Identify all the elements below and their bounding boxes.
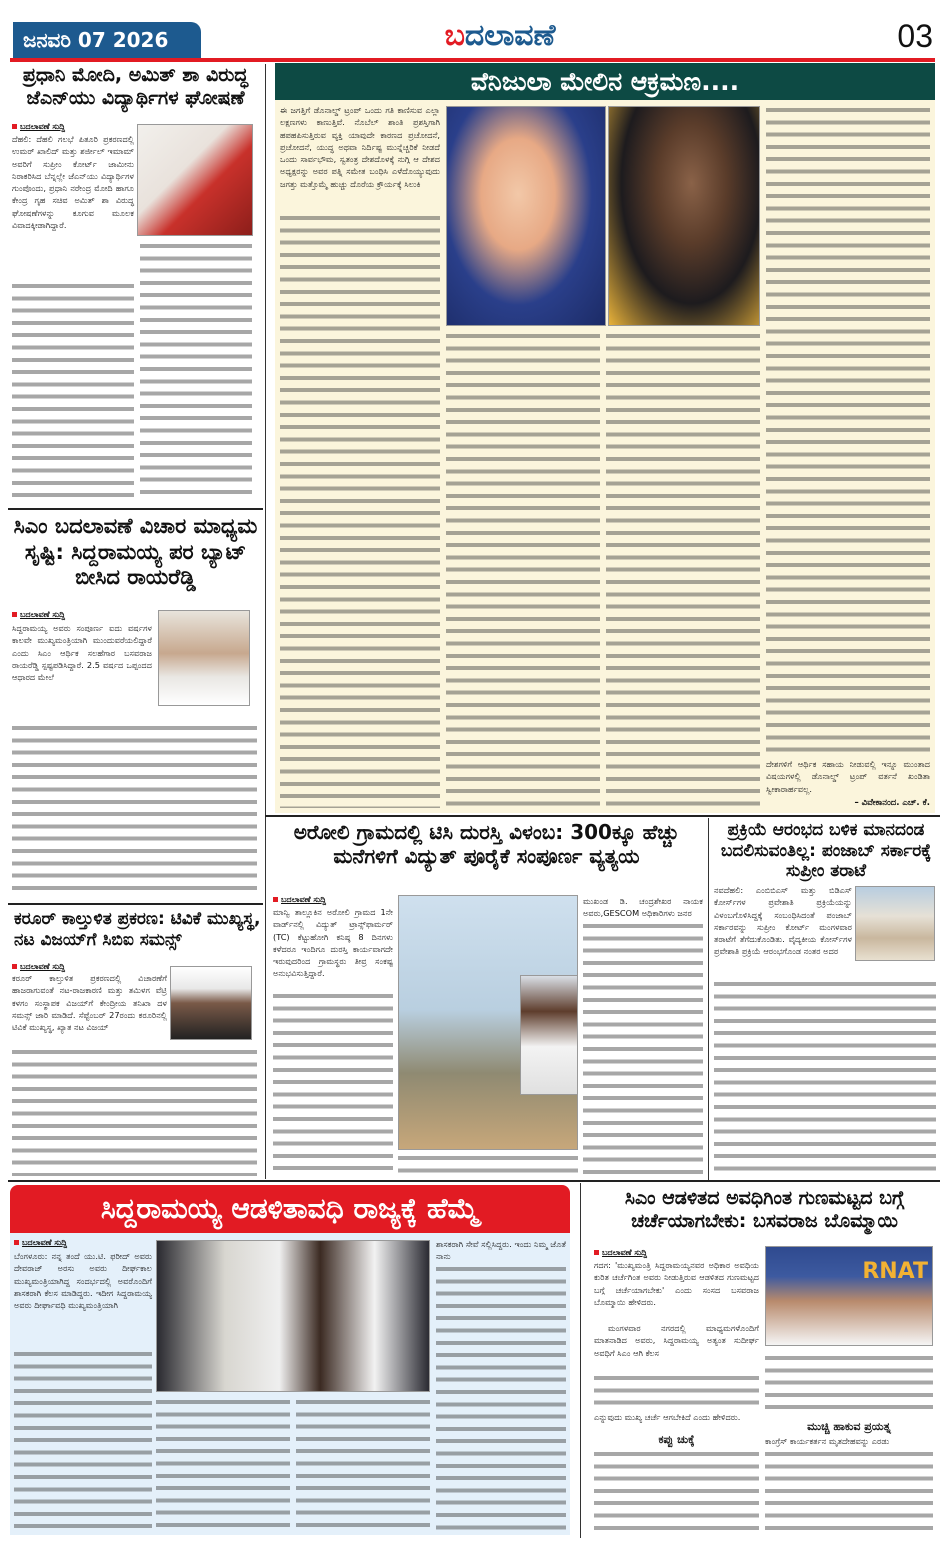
rayareddy-photo [158,610,250,706]
protester-photo [137,124,253,236]
article-text-continued [140,240,252,502]
subheading: ಕಪ್ಪು ಚುಕ್ಕೆ [658,1433,695,1446]
trump-photo [446,106,606,326]
byline: ಬದಲಾವಣೆ ಸುದ್ದಿ [594,1248,647,1258]
byline: ಬದಲಾವಣೆ ಸುದ್ದಿ [12,122,65,132]
vijay-photo [170,966,252,1040]
article-text: ಶಾಸಕರಾಗಿ ಸೇವೆ ಸಲ್ಲಿಸಿದ್ದರು. ಇಂದು ನಿಮ್ಮ ಜೊತೆ ನಾನು [436,1239,566,1262]
article-text: ಕಾಂಗ್ರೆಸ್ ಕಾರ್ಯಕರ್ತನ ಮೃತದೇಹವನ್ನು ಎರಡು [765,1436,890,1446]
article-text-continued [12,280,134,502]
article-text-continued [606,330,760,808]
article-text-continued [156,1396,290,1530]
article-text-continued [436,1263,566,1530]
article-text-continued [766,104,930,754]
divider [8,508,263,510]
headline-karur: ಕರೂರ್ ಕಾಲ್ತುಳಿತ ಪ್ರಕರಣ: ಟಿವಿಕೆ ಮುಖ್ಯಸ್ಥ, ನಟ ವಿಜಯ್‌ಗೆ ಸಿಬಿಐ ಸಮನ್ಸ್ [14,909,261,950]
subheading: ಮುಚ್ಚಿ ಹಾಕುವ ಪ್ರಯತ್ನ [807,1420,891,1433]
article-text-continued [14,1348,152,1530]
divider [8,1180,940,1182]
byline: ಬದಲಾವಣೆ ಸುದ್ದಿ [12,962,65,972]
article-text: ಎನ್ನುವುದು ಮುಖ್ಯ ಚರ್ಚೆ ಆಗಬೇಕಿದೆ ಎಂದು ಹೇಳಿದರು. [594,1412,741,1422]
article-text: ಮುಖಂಡ ಡಿ. ಚಂದ್ರಶೇಖರ ನಾಯಕ ಅವರು,GESCOM ಅಧಿಕಾರಿಗಳು ಜನರ [583,896,703,919]
person-photo [520,975,578,1095]
headline-cm-change: ಸಿಎಂ ಬದಲಾವಣೆ ವಿಚಾರ ಮಾಧ್ಯಮ ಸೃಷ್ಟಿ: ಸಿದ್ದರಾಮಯ್ಯ ಪರ ಬ್ಯಾಟ್ ಬೀಸಿದ ರಾಯರೆಡ್ಡಿ [13,514,258,590]
article-text: ಸಿದ್ದರಾಮಯ್ಯ ಅವರು ಸಂಪೂರ್ಣ ಐದು ವರ್ಷಗಳ ಕಾಲವೇ ಮುಖ್ಯಮಂತ್ರಿಯಾಗಿ ಮುಂದುವರೆಯಲಿದ್ದಾರೆ ಎಂದು ಸಿಎಂ ಆರ್ಥಿಕ ಸಲಹೆಗಾರ ಬಸವರಾಜ ರಾಯರೆಡ್ಡಿ ಸ್ಪಷ್ಟಪಡಿಸಿದ್ದಾರೆ. 2.5 ವರ್ಷದ ಒಪ್ಪಂದದ ಆಧಾರದ ಮೇಲೆ [12,623,152,683]
article-text-continued [12,1046,257,1176]
divider [265,815,940,817]
bommai-photo: RNAT [765,1246,933,1346]
article-text-continued [765,1448,933,1532]
page-number: 03 [897,18,933,54]
article-text-continued [12,722,257,898]
article-text: ನವದೆಹಲಿ: ಎಂಬಿಬಿಎಸ್ ಮತ್ತು ಬಿಡಿಎಸ್ ಕೋರ್ಸ್‌ಗಳ ಪ್ರವೇಶಾತಿ ಪ್ರಕ್ರಿಯೆಯನ್ನು ವಿಳಂಬಗೊಳಿಸಿದ್ದಕ್ಕೆ ಸಂಬಂಧಿಸಿದಂತೆ ಪಂಜಾಬ್ ಸರ್ಕಾರವನ್ನು ಸುಪ್ರೀಂ ಕೋರ್ಟ್ ಮಂಗಳವಾರ ತರಾಟೆಗೆ ತೆಗೆದುಕೊಂಡಿತು. ವೈದ್ಯಕೀಯ ಕೋರ್ಸ್‌ಗಳ ಪ್ರವೇಶಾತಿ ಪ್ರಕ್ರಿಯೆ ಆರಂಭಗೊಂಡ ನಂತರ ಅದರ [714,885,852,957]
article-text: ಈ ಜಗತ್ತಿಗೆ ಡೊನಾಲ್ಡ್ ಟ್ರಂಪ್ ಒಂದು ಗತಿ ಕಾಣಿಸುವ ಎಲ್ಲಾ ಲಕ್ಷಣಗಳು ಕಾಣುತ್ತಿವೆ. ನೊಬೆಲ್ ಶಾಂತಿ ಪ್ರಶಸ್ತಿಗಾಗಿ ಹಪಹಪಿಸುತ್ತಿರುವ ವ್ಯಕ್ತಿ ಯಾವುದೇ ಕಾರಣದ ಪ್ರಚೋದನೆ, ಪ್ರಚೋದನೆ, ಯುದ್ಧ ಅಥವಾ ನಿರ್ದಿಷ್ಟ ಮುನ್ನೆಚ್ಚರಿಕೆ ನೀಡದೆ ಒಂದು ಸಾರ್ವಭೌಮ, ಸ್ವತಂತ್ರ ದೇಶದೊಳಕ್ಕೆ ನುಗ್ಗಿ ಆ ದೇಶದ ಅಧ್ಯಕ್ಷರನ್ನು ಅವರ ಪತ್ನಿ ಸಮೇತ ಬಂಧಿಸಿ ಎಳೆದೊಯ್ಯುವುದು ಜಗತ್ತು ಮತ್ತೊಮ್ಮೆ ಹುಚ್ಚು ದೊರೆಯ ಕ್ರೌರ್ಯಕ್ಕೆ ಸಿಲುಕಿ [280,105,440,189]
article-text: ಮಾನ್ವಿ ತಾಲ್ಲೂಕಿನ ಅರೋಲಿ ಗ್ರಾಮದ 1ನೇ ವಾರ್ಡ್‌ನಲ್ಲಿ ವಿದ್ಯುತ್ ಟ್ರಾನ್ಸ್‌ಫಾರ್ಮರ್ (TC) ಕೆಟ್ಟುಹೋಗಿ ಕನಿಷ್ಠ 8 ದಿನಗಳು ಕಳೆದರೂ ಇಂದಿಗೂ ದುರಸ್ತಿ ಕಾರ್ಯವಾಗದೇ ಇರುವುದರಿಂದ ಗ್ರಾಮಸ್ಥರು ತೀವ್ರ ಸಂಕಷ್ಟ ಅನುಭವಿಸುತ್ತಿದ್ದಾರೆ. [273,907,393,979]
byline: ಬದಲಾವಣೆ ಸುದ್ದಿ [14,1238,67,1248]
column-divider [708,818,709,1180]
article-text-continued [594,1448,759,1532]
siddaramaiah-event-photo [156,1240,430,1392]
headline-punjab: ಪ್ರಕ್ರಿಯೆ ಆರಂಭದ ಬಳಿಕ ಮಾನದಂಡ ಬದಲಿಸುವಂತಿಲ್ಲ: ಪಂಜಾಬ್ ಸರ್ಕಾರಕ್ಕೆ ಸುಪ್ರೀಂ ತರಾಟೆ [720,820,932,882]
byline: ಬದಲಾವಣೆ ಸುದ್ದಿ [273,895,326,905]
author: – ವಿವೇಕಾನಂದ. ಎಚ್. ಕೆ. [854,798,930,808]
article-text: ಕರೂರ್ ಕಾಲ್ತುಳಿತ ಪ್ರಕರಣದಲ್ಲಿ ವಿಚಾರಣೆಗೆ ಹಾಜರಾಗುವಂತೆ ನಟ-ರಾಜಕಾರಣಿ ಮತ್ತು ತಮಿಳಗ ವೆಟ್ರಿ ಕಳಗಂ ಸಂಸ್ಥಾಪಕ ವಿಜಯ್‌ಗೆ ಕೇಂದ್ರೀಯ ತನಿಖಾ ದಳ ಸಮನ್ಸ್ ಜಾರಿ ಮಾಡಿದೆ. ಸೆಪ್ಟೆಂಬರ್ 27ರಂದು ಕರೂರಿನಲ್ಲಿ ಟಿವಿಕೆ ಮುಖ್ಯಸ್ಥ, ಖ್ಯಾತ ನಟ ವಿಜಯ್ [12,973,167,1033]
article-text-continued [398,1152,578,1176]
byline: ಬದಲಾವಣೆ ಸುದ್ದಿ [12,610,65,620]
article-text: ಗದಗ: 'ಮುಖ್ಯಮಂತ್ರಿ ಸಿದ್ದರಾಮಯ್ಯನವರ ಅಧಿಕಾರ ಅವಧಿಯ ಕುರಿತ ಚರ್ಚೆಗಿಂತ ಅವರು ನೀಡುತ್ತಿರುವ ಆಡಳಿತದ ಗುಣಮಟ್ಟದ ಬಗ್ಗೆ ಚರ್ಚೆಯಾಗಬೇಕು' ಎಂದು ಸಂಸದ ಬಸವರಾಜ ಬೊಮ್ಮಾಯಿ ಹೇಳಿದರು. [594,1260,759,1307]
article-text: ಮಂಗಳವಾರ ನಗರದಲ್ಲಿ ಮಾಧ್ಯಮಗಳೊಂದಿಗೆ ಮಾತನಾಡಿದ ಅವರು, ಸಿದ್ದರಾಮಯ್ಯ ಅತ್ಯಂತ ಸುದೀರ್ಘ ಅವಧಿಗೆ ಸಿಎಂ ಆಗಿ ಕೆಲಸ [594,1323,759,1358]
article-text-continued [273,990,393,1176]
supreme-court-photo [855,886,935,961]
article-text-continued [765,1352,933,1412]
headline-siddaramaiah: ಸಿದ್ದರಾಮಯ್ಯ ಆಡಳಿತಾವಧಿ ರಾಜ್ಯಕ್ಕೆ ಹೆಮ್ಮೆ [10,1185,570,1233]
headline-venezuela: ವೆನಿಜುಲಾ ಮೇಲಿನ ಆಕ್ರಮಣ.... [275,63,935,100]
article-text: ಬೆಂಗಳೂರು: ನನ್ನ ತಂದೆ ಯು.ಟಿ. ಫರೀದ್ ಅವರು ದೇವರಾಜ್ ಅರಸು ಅವರು ದೀರ್ಘಕಾಲ ಮುಖ್ಯಮಂತ್ರಿಯಾಗಿದ್ದ ಸಂದರ್ಭದಲ್ಲಿ ಅವರೊಂದಿಗೆ ಶಾಸಕರಾಗಿ ಕೆಲಸ ಮಾಡಿದ್ದರು. ಇದೀಗ ಸಿದ್ದರಾಮಯ್ಯ ಅವರು ದೀರ್ಘಾವಧಿ ಮುಖ್ಯಮಂತ್ರಿಯಾಗಿ [14,1251,152,1311]
column-divider [580,1183,581,1538]
headline-bommai: ಸಿಎಂ ಆಡಳಿತದ ಅವಧಿಗಿಂತ ಗುಣಮಟ್ಟದ ಬಗ್ಗೆ ಚರ್ಚೆಯಾಗಬೇಕು: ಬಸವರಾಜ ಬೊಮ್ಮಾಯಿ [624,1187,905,1233]
date-label: ಜನವರಿ 07 2026 [13,22,201,58]
article-text-continued [583,920,703,1176]
column-divider [265,64,266,1179]
article-closing: ದೇಶಗಳಿಗೆ ಆರ್ಥಿಕ ಸಹಾಯ ನೀಡುವಲ್ಲಿ ಇನ್ನೂ ಮುಂತಾದ ವಿಷಯಗಳಲ್ಲಿ ಡೊನಾಲ್ಡ್ ಟ್ರಂಪ್ ವರ್ತನೆ ಖಂಡಿತಾ ಸ್ವೀಕಾರಾರ್ಹವಲ್ಲ. [766,759,930,794]
header-divider [10,58,935,62]
headline-aroli: ಅರೋಲಿ ಗ್ರಾಮದಲ್ಲಿ ಟಿಸಿ ದುರಸ್ತಿ ವಿಳಂಬ: 300ಕ್ಕೂ ಹೆಚ್ಚು ಮನೆಗಳಿಗೆ ವಿದ್ಯುತ್ ಪೂರೈಕೆ ಸಂಪೂರ್ಣ ವ್ಯತ್ಯಯ [293,820,680,869]
masthead-logo: ಬದಲಾವಣೆ [444,18,556,53]
article-text: ದೆಹಲಿ: ದೆಹಲಿ ಗಲಭೆ ಪಿತೂರಿ ಪ್ರಕರಣದಲ್ಲಿ ಉಮರ್ ಖಾಲಿದ್ ಮತ್ತು ಶರ್ಜೀಲ್ ಇಮಾಮ್ ಅವರಿಗೆ ಸುಪ್ರೀಂ ಕೋರ್ಟ್ ಜಾಮೀನು ನಿರಾಕರಿಸಿದ ಬೆನ್ನಲ್ಲೇ ಜೆಎನ್‌ಯು ವಿದ್ಯಾರ್ಥಿಗಳ ಗುಂಪೊಂದು, ಪ್ರಧಾನಿ ನರೇಂದ್ರ ಮೋದಿ ಹಾಗೂ ಕೇಂದ್ರ ಗೃಹ ಸಚಿವ ಅಮಿತ್ ಶಾ ವಿರುದ್ಧ ಘೋಷಣೆಗಳನ್ನು ಕೂಗುವ ಮೂಲಕ ವಿವಾದಕ್ಕೀಡಾಗಿದ್ದಾರೆ. [12,134,134,231]
headline-jnu: ಪ್ರಧಾನಿ ಮೋದಿ, ಅಮಿತ್ ಶಾ ವಿರುದ್ಧ ಜೆಎನ್‌ಯು ವಿದ್ಯಾರ್ಥಿಗಳ ಘೋಷಣೆ [22,64,249,110]
maduro-photo [608,106,760,326]
article-text-continued [446,330,600,808]
article-text-continued [594,1372,759,1412]
article-text-continued [280,212,440,808]
article-text-continued [714,978,936,1176]
divider [8,903,263,905]
article-text-continued [296,1396,430,1530]
